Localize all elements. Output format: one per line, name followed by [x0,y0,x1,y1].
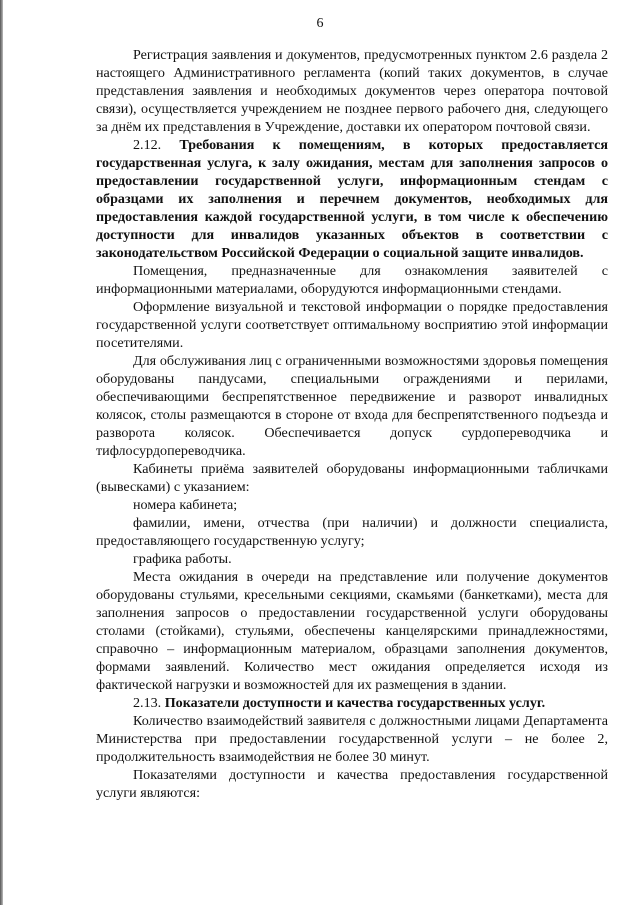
section-heading-text: Показатели доступности и качества государственных услуг. [164,695,546,711]
paragraph: Показателями доступности и качества предоставления государственной услуги являются: [96,767,608,801]
page-number: 6 [316,16,324,31]
list-item: фамилии, имени, отчества (при наличии) и должности специалиста, предоставляющего государственную услугу; [96,515,608,549]
section-heading-text: Требования к помещениям, в которых предоставляется государственная услуга, к залу ожидания, местам для заполнения запросов о предоставлении государственной услуги, информационным стендам с образцами их заполнения и перечнем документов, необходимых для предоставления каждой государственной услуги, в том числе к обеспечению доступности для инвалидов указанных объектов в соответствии с законодательством Российской Федерации о социальной защите инвалидов. [96,137,608,261]
paragraph: Количество взаимодействий заявителя с должностными лицами Департамента Министерства при предоставлении государственной услуги – не более 2, продолжительность взаимодействия не более 30 минут. [96,713,608,765]
document-body [96,46,608,802]
paragraph: Помещения, предназначенные для ознакомления заявителей с информационными материалами, оборудуются информационными стендами. [96,263,608,297]
list-item: номера кабинета; [133,497,238,513]
section-number: 2.13. [133,695,162,711]
paragraph: Для обслуживания лиц с ограниченными возможностями здоровья помещения оборудованы пандусами, специальными ограждениями и перилами, обеспечивающими беспрепятственное передвижение и разворот инвалидных колясок, столы размещаются в стороне от входа для беспрепятственного подъезда и разворота колясок. Обеспечивается допуск сурдопереводчика и тифлосурдопереводчика. [96,353,608,459]
section-heading-2-12 [96,136,608,262]
paragraph: Оформление визуальной и текстовой информации о порядке предоставления государственной услуги соответствует оптимальному восприятию этой информации посетителями. [96,299,608,351]
list-item: графика работы. [133,551,232,567]
scan-edge [0,0,3,905]
paragraph: Кабинеты приёма заявителей оборудованы информационными табличками (вывесками) с указанием: [96,461,608,495]
paragraph: Регистрация заявления и документов, предусмотренных пунктом 2.6 раздела 2 настоящего Административного регламента (копий таких документов, в случае представления заявления и необходимых документов через оператора почтовой связи), осуществляется учреждением не позднее первого рабочего дня, следующего за днём их представления в Учреждение, доставки их оператором почтовой связи. [96,47,608,135]
section-number: 2.12. [133,137,162,153]
section-heading-2-13 [96,694,608,712]
paragraph: Места ожидания в очереди на представление или получение документов оборудованы стульями, кресельными секциями, скамьями (банкетками), места для заполнения запросов о предоставлении государственной услуги оборудованы столами (стойками), стульями, обеспечены канцелярскими принадлежностями, справочно – информационным материалом, образцами заполнения документов, формами заявлений. Количество мест ожидания определяется исходя из фактической нагрузки и возможностей для их размещения в здании. [96,569,608,693]
